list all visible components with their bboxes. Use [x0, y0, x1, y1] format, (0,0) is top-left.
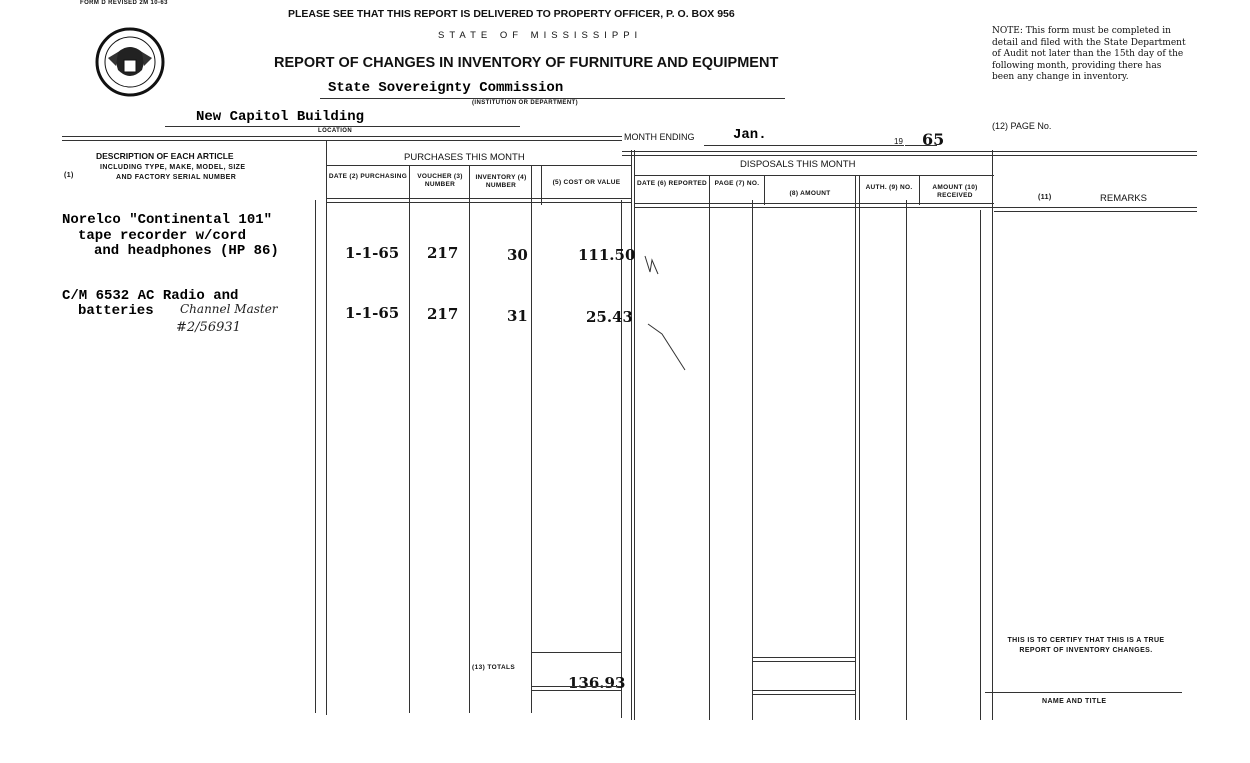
year-value: 65: [922, 130, 945, 149]
row1-inventory: 30: [507, 246, 528, 264]
certify-text: THIS IS TO CERTIFY THAT THIS IS A TRUE REPORT OF INVENTORY CHANGES.: [1007, 637, 1165, 654]
totals-value: 136.93: [568, 674, 626, 692]
institution-value: State Sovereignty Commission: [328, 80, 564, 96]
col8-header: (8) AMOUNT: [789, 190, 831, 197]
purchases-header: PURCHASES THIS MONTH: [404, 152, 525, 163]
col5-header: (5) COST OR VALUE: [552, 179, 621, 186]
delivery-note: PLEASE SEE THAT THIS REPORT IS DELIVERED TO PROPERTY OFFICER, P. O. BOX 956: [288, 8, 735, 20]
row1-desc-line2: tape recorder w/cord: [78, 228, 247, 244]
col4-header: INVENTORY (4) NUMBER: [475, 174, 527, 189]
row1-desc-line3: and headphones (HP 86): [94, 243, 279, 259]
remarks-header: REMARKS: [1100, 193, 1147, 204]
col1-subheader-2: AND FACTORY SERIAL NUMBER: [116, 174, 237, 181]
state-seal-icon: [94, 26, 166, 98]
row1-date: 1-1-65: [345, 244, 400, 262]
location-value: New Capitol Building: [196, 109, 365, 125]
name-and-title-label: NAME AND TITLE: [1042, 698, 1107, 705]
form-title: REPORT OF CHANGES IN INVENTORY OF FURNITURE AND EQUIPMENT: [274, 55, 779, 71]
col2-header: DATE (2) PURCHASING: [328, 173, 408, 180]
row2-desc-line2: batteries: [78, 303, 154, 319]
col1-header: DESCRIPTION OF EACH ARTICLE: [96, 151, 234, 161]
row1-desc-line1: Norelco "Continental 101": [62, 212, 273, 228]
col1-subheader: INCLUDING TYPE, MAKE, MODEL, SIZE: [100, 164, 246, 171]
location-label: LOCATION: [318, 128, 353, 134]
year-prefix: 19: [894, 137, 903, 146]
row1-cost: 111.50: [578, 246, 636, 264]
row2-desc-line1: C/M 6532 AC Radio and: [62, 288, 239, 304]
state-heading: STATE OF MISSISSIPPI: [438, 30, 643, 41]
row2-cost: 25.43: [586, 308, 633, 326]
totals-label: (13) TOTALS: [472, 664, 516, 671]
row2-handwritten-serial: #2/56931: [176, 320, 241, 335]
page-no-label: (12) PAGE No.: [992, 121, 1052, 131]
col3-header: VOUCHER (3) NUMBER: [417, 173, 463, 188]
col1-number: (1): [64, 172, 74, 179]
audit-note: NOTE: This form must be completed in detail and filed with the State Department of Audit not later than the 15th day of the following month, providing there has been any change in inventory.: [992, 26, 1186, 82]
row2-inventory: 31: [507, 307, 528, 325]
month-ending-label: MONTH ENDING: [624, 132, 695, 142]
form-id: FORM D REVISED 2M 10-63: [80, 0, 168, 6]
row2-voucher: 217: [427, 305, 459, 323]
col9-header: AUTH. (9) NO.: [865, 184, 913, 191]
check-mark-icon: [640, 250, 700, 375]
col10-header: AMOUNT (10) RECEIVED: [932, 184, 978, 199]
col11-number: (11): [1038, 194, 1052, 201]
col6-header: DATE (6) REPORTED: [637, 180, 707, 187]
row2-date: 1-1-65: [345, 304, 400, 322]
disposals-header: DISPOSALS THIS MONTH: [740, 159, 856, 170]
institution-label: (INSTITUTION OR DEPARTMENT): [472, 100, 579, 106]
row1-voucher: 217: [427, 244, 459, 262]
row2-handwritten-model: Channel Master: [180, 302, 278, 316]
month-ending-value: Jan.: [733, 127, 767, 143]
col7-header: PAGE (7) NO.: [714, 180, 760, 187]
